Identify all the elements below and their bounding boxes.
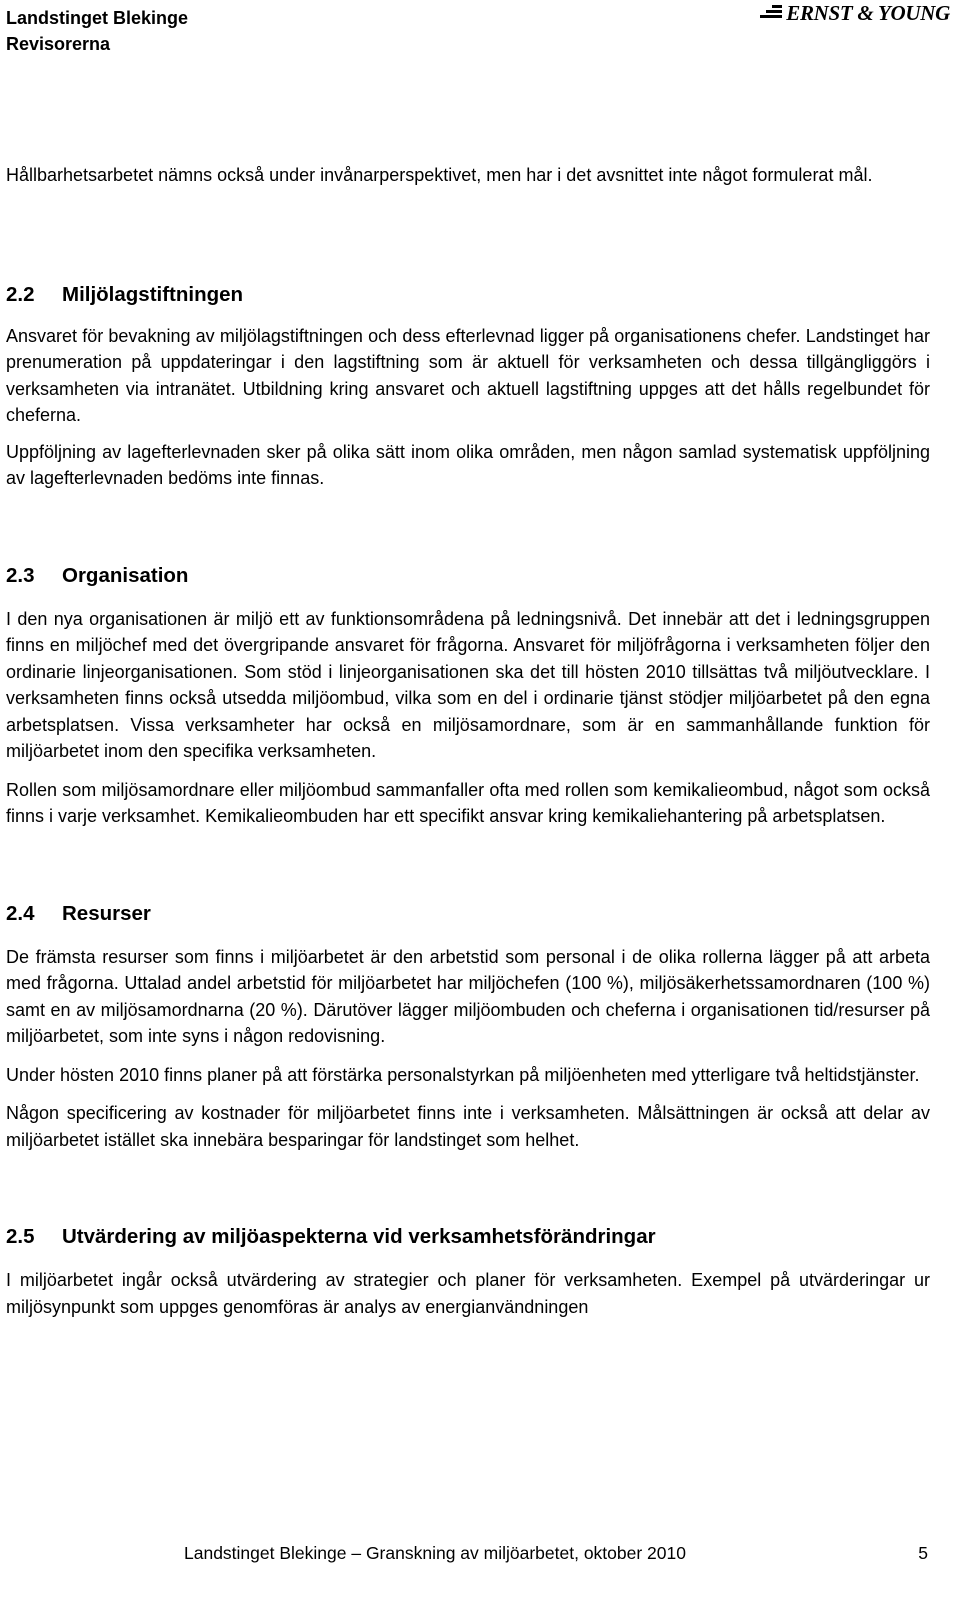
section-heading-2-3 [6,562,930,590]
page-number: 5 [918,1543,928,1563]
section-2-3-paragraph-1: I den nya organisationen är miljö ett av funktionsområdena på ledningsnivå. Det innebär att det i ledningsgruppen finns en miljöchef med det övergripande ansvaret för frågorna. Ansvaret för miljöfrågorna i verksamheten följer den ordinarie linjeorganisationen. Som stöd i linjeorganisationen ska det till hösten 2010 tillsättas två miljöutvecklare. I verksamheten finns också utsedda miljöombud, vilka som en del i ordinarie tjänst stödjer miljöarbetet på den egna arbetsplatsen. Vissa verksamheter har också en miljösamordnare, som är en sammanhållande funktion för miljöarbetet inom den specifika verksamheten. [6,608,930,761]
section-2-4-paragraph-2: Under hösten 2010 finns planer på att förstärka personalstyrkan på miljöenheten med ytterligare två heltidstjänster. [6,1064,920,1085]
section-title: Utvärdering av miljöaspekterna vid verksamhetsförändringar [62,1225,656,1248]
section-title: Miljölagstiftningen [62,282,244,306]
header-department: Revisorerna [6,34,111,54]
section-2-3-paragraph-2: Rollen som miljösamordnare eller miljöombud sammanfaller ofta med rollen som kemikalieombud, något som också finns i varje verksamhet. Kemikalieombuden har ett specifikt ansvar kring kemikaliehantering på arbetsplatsen. [6,779,930,826]
section-heading-2-4 [6,900,930,928]
section-heading-2-5 [6,1223,930,1251]
ey-logo-icon [760,4,782,22]
header-organization: Landstinget Blekinge [6,8,189,28]
section-2-2-paragraph-2: Uppföljning av lagefterlevnaden sker på olika sätt inom olika områden, men någon samlad systematisk uppföljning av lagefterlevnaden bedöms inte finnas. [6,441,930,488]
section-number: 2.2 [6,282,35,306]
section-2-4-paragraph-1: De främsta resurser som finns i miljöarbetet är den arbetstid som personal i de olika rollerna lägger på att arbeta med frågorna. Uttalad andel arbetstid för miljöarbetet har miljöchefen (100 %), miljösäkerhetssamordnaren (100 %) samt en av miljösamordnarna (20 %). Därutöver lägger miljöombuden och cheferna i organisationen tid/resurser på miljöarbetet, som inte syns i någon redovisning. [6,946,930,1046]
section-2-5-paragraph-1: I miljöarbetet ingår också utvärdering av strategier och planer för verksamheten. Exempel på utvärderingar ur miljösynpunkt som uppges genomföras är analys av energianvändningen [6,1270,930,1317]
section-title: Resurser [62,901,151,925]
document-body [6,162,930,1320]
logo-text: ERNST & YOUNG [786,0,950,25]
section-title: Organisation [62,563,189,587]
intro-paragraph: Hållbarhetsarbetet nämns också under invånarperspektivet, men har i det avsnittet inte något formulerat mål. [6,165,873,185]
section-2-2-paragraph-1: Ansvaret för bevakning av miljölagstiftningen och dess efterlevnad ligger på organisationens chefer. Landstinget har prenumeration på uppdateringar i den lagstiftning som är aktuell för verksamheten och dessa tillgängliggörs i verksamheten via intranätet. Utbildning kring ansvaret och aktuell lagstiftning uppges att det hålls regelbundet för cheferna. [6,325,930,425]
section-number: 2.5 [6,1225,35,1248]
ernst-young-logo [760,0,950,26]
section-number: 2.4 [6,901,35,925]
section-2-4-paragraph-3: Någon specificering av kostnader för miljöarbetet finns inte i verksamheten. Målsättningen är också att delar av miljöarbetet istället ska innebära besparingar för landstinget som helhet. [6,1103,930,1150]
section-number: 2.3 [6,563,35,587]
header-left [6,5,188,57]
section-heading-2-2 [6,281,930,309]
footer-text: Landstinget Blekinge – Granskning av miljöarbetet, oktober 2010 [184,1543,686,1563]
